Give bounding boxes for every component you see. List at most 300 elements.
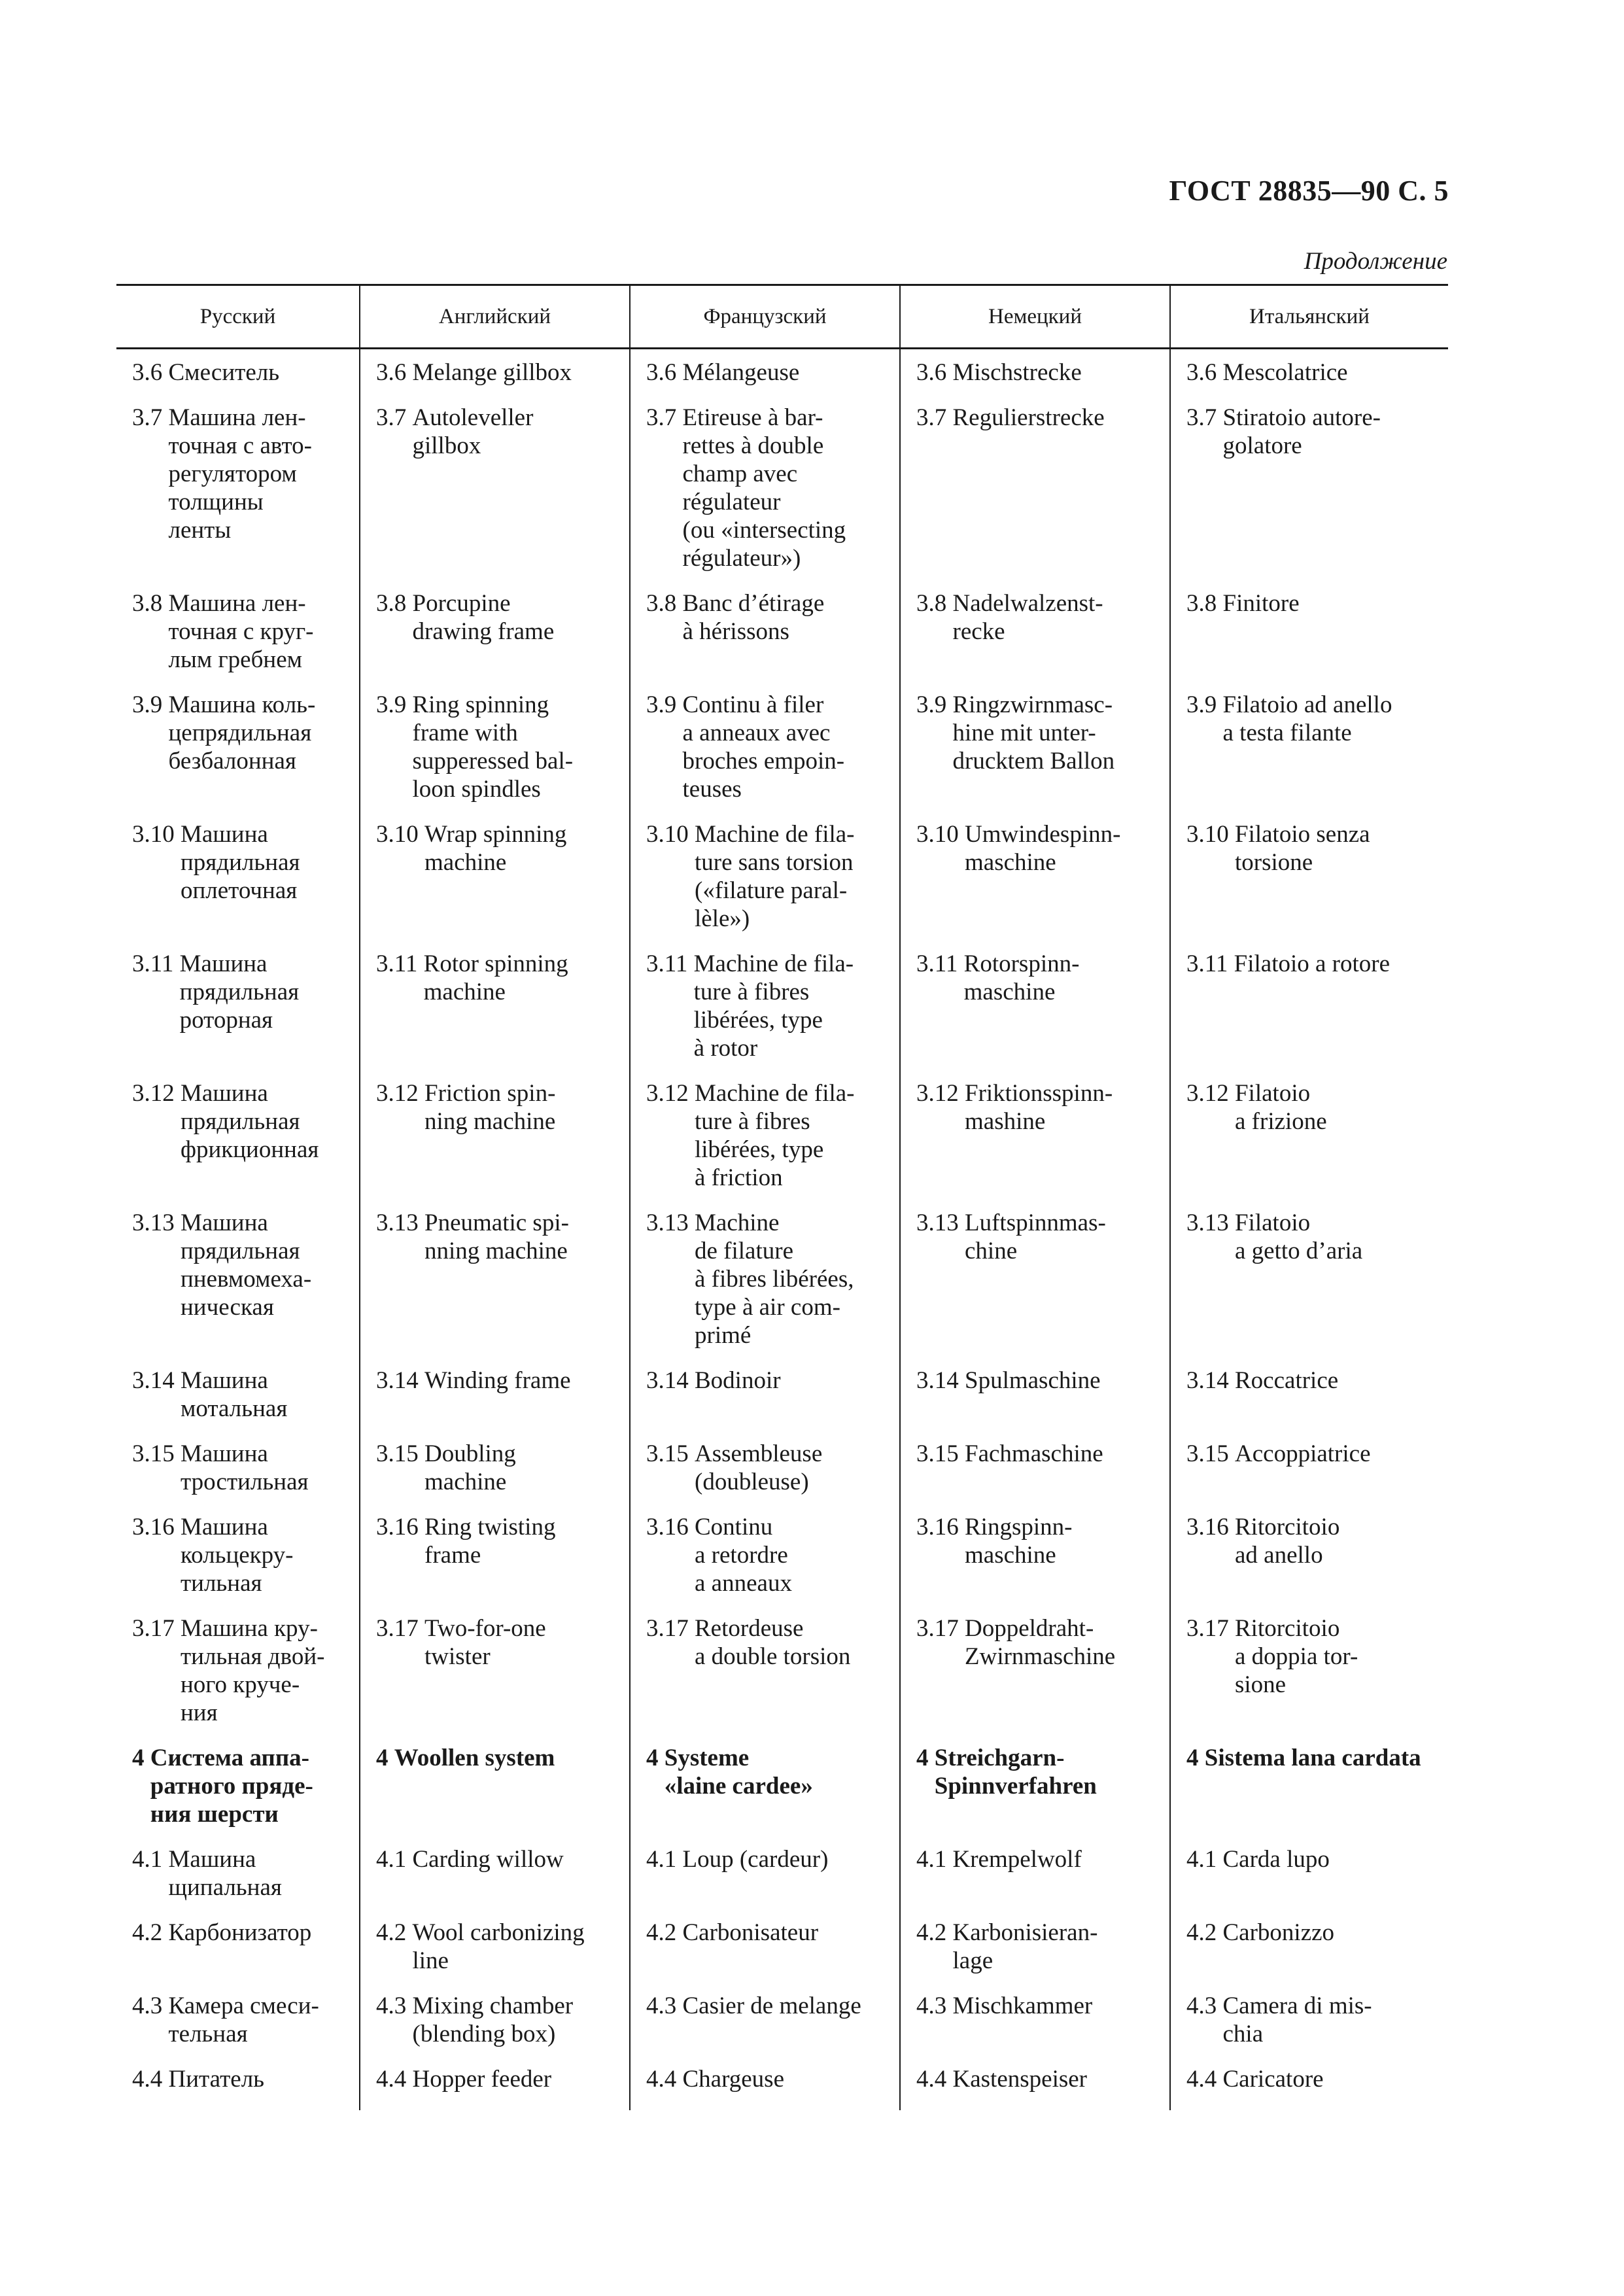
term-line: Ring twisting	[424, 1514, 556, 1540]
term-line: Woollen system	[394, 1745, 555, 1771]
term-text	[181, 1079, 355, 1164]
term-cell-german	[900, 1079, 1170, 1209]
term-line: lèle»)	[695, 905, 750, 932]
term-cell-english	[360, 349, 630, 404]
term-line: («filature paral-	[695, 877, 848, 904]
term-line: hine mit unter-	[952, 720, 1096, 746]
term-line: Machine de fila-	[695, 821, 855, 848]
term-line: ния	[181, 1699, 218, 1726]
term-text	[1234, 950, 1444, 978]
term-number: 4.4	[646, 2066, 677, 2093]
spacer	[946, 1919, 952, 1975]
term-cell-italian	[1170, 349, 1448, 404]
term-cell-russian	[116, 2065, 360, 2110]
table-body	[116, 349, 1448, 2111]
spacer	[175, 1079, 181, 1164]
spacer	[175, 1440, 181, 1496]
term-line: Система аппа-	[150, 1745, 309, 1771]
term-number: 3.17	[916, 1615, 959, 1642]
term-number: 3.16	[916, 1514, 959, 1540]
term-number: 4.1	[916, 1846, 947, 1873]
term-cell-english	[360, 589, 630, 691]
term-cell-german	[900, 349, 1170, 404]
term-cell-french	[630, 404, 900, 589]
spacer	[1229, 1366, 1235, 1395]
term-cell-french	[630, 1614, 900, 1744]
term-text	[1223, 2065, 1445, 2093]
spacer	[659, 1744, 665, 1800]
term-number: 3.12	[132, 1080, 175, 1107]
term-text	[953, 1992, 1166, 2020]
term-number: 4.3	[132, 1992, 163, 2019]
term-line: Filatoio	[1235, 1209, 1311, 1236]
spacer	[162, 691, 168, 775]
spacer	[406, 358, 412, 387]
term-line: Friktionsspinn-	[965, 1080, 1113, 1107]
term-text	[169, 1845, 356, 1902]
term-text	[695, 1079, 895, 1192]
term-line: Camera di mis-	[1222, 1992, 1372, 2019]
term-cell-german	[900, 589, 1170, 691]
term-cell-russian	[116, 1440, 360, 1513]
term-text	[965, 1440, 1166, 1468]
column-header-english: Английский	[360, 285, 630, 349]
spacer	[1199, 1744, 1205, 1772]
table-row	[116, 1614, 1448, 1744]
term-line: ture à fibres	[695, 1108, 810, 1135]
table-row	[116, 1440, 1448, 1513]
term-line: Hopper feeder	[412, 2066, 552, 2093]
spacer	[676, 589, 682, 646]
table-row	[116, 589, 1448, 691]
term-line: Assembleuse	[695, 1440, 823, 1467]
table-row	[116, 2065, 1448, 2110]
term-line: Bodinoir	[695, 1367, 781, 1394]
term-number: 3.7	[132, 404, 163, 431]
term-number: 3.13	[132, 1209, 175, 1236]
term-cell-german	[900, 1919, 1170, 1992]
term-line: роторная	[179, 1007, 273, 1034]
term-cell-german	[900, 1614, 1170, 1744]
term-number: 3.6	[132, 359, 163, 386]
term-text	[394, 1744, 625, 1772]
term-text	[169, 691, 356, 775]
term-text	[683, 1919, 896, 1947]
term-line: лым гребнем	[168, 646, 303, 673]
term-line: chine	[965, 1238, 1018, 1264]
term-line: de filature	[695, 1238, 793, 1264]
term-cell-russian	[116, 1992, 360, 2065]
term-line: a testa filante	[1222, 720, 1352, 746]
table-row	[116, 691, 1448, 820]
term-line: Машина коль-	[168, 691, 316, 718]
term-line: Carbonisateur	[682, 1919, 819, 1946]
term-number: 3.15	[376, 1440, 419, 1467]
term-cell-french	[630, 1079, 900, 1209]
term-line: Filatoio ad anello	[1222, 691, 1392, 718]
term-text	[181, 1209, 355, 1321]
term-cell-french	[630, 1845, 900, 1919]
term-number: 4	[376, 1745, 389, 1771]
term-number: 3.15	[132, 1440, 175, 1467]
term-text	[169, 2065, 356, 2093]
term-text	[1223, 1992, 1445, 2048]
term-line: тильная	[181, 1570, 262, 1597]
term-number: 3.10	[916, 821, 959, 848]
table-row	[116, 1845, 1448, 1919]
term-cell-italian	[1170, 950, 1448, 1079]
term-line: rettes à double	[682, 432, 824, 459]
term-line: фрикционная	[181, 1136, 319, 1163]
spacer	[1229, 1209, 1235, 1265]
term-text	[413, 1919, 626, 1975]
term-number: 4.4	[916, 2066, 947, 2093]
term-text	[683, 691, 896, 803]
term-line: Машина	[181, 1514, 268, 1540]
term-line: a anneaux	[695, 1570, 792, 1597]
term-text	[169, 358, 356, 387]
spacer	[676, 691, 682, 803]
term-number: 3.10	[132, 821, 175, 848]
term-text	[424, 1440, 625, 1496]
term-cell-italian	[1170, 2065, 1448, 2110]
term-number: 3.11	[1186, 950, 1228, 977]
term-cell-german	[900, 1992, 1170, 2065]
spacer	[929, 1744, 935, 1800]
term-cell-italian	[1170, 1513, 1448, 1614]
term-line: прядильная	[179, 979, 300, 1005]
term-cell-italian	[1170, 1744, 1448, 1845]
term-line: sione	[1235, 1671, 1287, 1698]
term-line: Wrap spinning	[424, 821, 567, 848]
term-line: chia	[1222, 2021, 1264, 2047]
spacer	[1217, 1919, 1222, 1947]
spacer	[946, 358, 952, 387]
term-number: 3.9	[132, 691, 163, 718]
spacer	[419, 1513, 424, 1569]
spacer	[946, 2065, 952, 2093]
term-text	[953, 2065, 1166, 2093]
term-number: 4.2	[132, 1919, 163, 1946]
term-line: lage	[952, 1947, 993, 1974]
term-cell-russian	[116, 404, 360, 589]
spacer	[676, 1919, 682, 1947]
term-number: 3.16	[132, 1514, 175, 1540]
spacer	[959, 1440, 965, 1468]
term-line: maschine	[963, 979, 1056, 1005]
spacer	[676, 358, 682, 387]
term-line: Filatoio	[1235, 1080, 1311, 1107]
term-number: 3.12	[376, 1080, 419, 1107]
spacer	[959, 1366, 965, 1395]
term-cell-german	[900, 1209, 1170, 1366]
term-line: (blending box)	[412, 2021, 556, 2047]
spacer	[419, 1209, 424, 1265]
term-text	[1223, 691, 1445, 747]
term-number: 3.17	[646, 1615, 689, 1642]
term-line: Ringspinn-	[965, 1514, 1073, 1540]
term-line: à rotor	[693, 1035, 758, 1062]
term-cell-german	[900, 691, 1170, 820]
term-number: 3.11	[132, 950, 174, 977]
term-text	[1223, 1845, 1445, 1873]
term-cell-english	[360, 1079, 630, 1209]
term-cell-russian	[116, 1614, 360, 1744]
spacer	[676, 1992, 682, 2020]
term-line: frame with	[412, 720, 518, 746]
term-text	[683, 404, 896, 572]
spacer	[959, 1614, 965, 1671]
spacer	[689, 1209, 695, 1349]
spacer	[687, 950, 693, 1062]
term-number: 3.11	[376, 950, 418, 977]
spacer	[417, 950, 423, 1006]
term-line: a double torsion	[695, 1643, 851, 1670]
spacer	[419, 1614, 424, 1671]
term-text	[953, 358, 1166, 387]
term-line: Systeme	[664, 1745, 750, 1771]
term-cell-french	[630, 349, 900, 404]
term-text	[695, 820, 895, 933]
spacer	[689, 1513, 695, 1597]
term-line: Machine de fila-	[695, 1080, 855, 1107]
spacer	[175, 1614, 181, 1727]
term-text	[1235, 1513, 1444, 1569]
spacer	[689, 820, 695, 933]
spacer	[419, 1440, 424, 1496]
term-text	[1235, 1614, 1444, 1699]
spacer	[1217, 1992, 1222, 2048]
term-line: Машина	[179, 950, 268, 977]
term-number: 3.17	[376, 1615, 419, 1642]
term-line: Машина кру-	[181, 1615, 318, 1642]
term-number: 4	[646, 1745, 659, 1771]
spacer	[1217, 358, 1222, 387]
term-cell-russian	[116, 691, 360, 820]
term-number: 3.13	[916, 1209, 959, 1236]
term-cell-italian	[1170, 1992, 1448, 2065]
term-text	[424, 820, 625, 877]
table-row	[116, 820, 1448, 950]
term-line: пневмомеха-	[181, 1266, 312, 1293]
term-text	[413, 2065, 626, 2093]
spacer	[1217, 404, 1222, 460]
term-line: Carding willow	[412, 1846, 564, 1873]
term-number: 4.2	[376, 1919, 407, 1946]
term-line: Ring spinning	[412, 691, 549, 718]
term-text	[181, 1513, 355, 1597]
term-line: щипальная	[168, 1874, 282, 1901]
term-cell-french	[630, 1513, 900, 1614]
term-line: Машина	[181, 1367, 268, 1394]
term-line: Mixing chamber	[412, 1992, 574, 2019]
term-cell-english	[360, 1209, 630, 1366]
term-text	[1235, 1209, 1444, 1265]
term-cell-english	[360, 1513, 630, 1614]
spacer	[946, 691, 952, 775]
term-cell-german	[900, 404, 1170, 589]
spacer	[406, 589, 412, 646]
term-cell-italian	[1170, 1079, 1448, 1209]
column-header-german: Немецкий	[900, 285, 1170, 349]
term-line: primé	[695, 1322, 752, 1349]
term-line: Камера смеси-	[168, 1992, 319, 2019]
term-line: libérées, type	[695, 1136, 824, 1163]
term-text	[1235, 1440, 1444, 1468]
term-line: Машина	[181, 1209, 268, 1236]
column-header-french: Французский	[630, 285, 900, 349]
term-number: 4.4	[132, 2066, 163, 2093]
term-line: безбалонная	[168, 748, 296, 774]
term-text	[424, 1209, 625, 1265]
term-number: 3.14	[1186, 1367, 1229, 1394]
term-cell-german	[900, 1366, 1170, 1440]
table-row	[116, 1209, 1448, 1366]
term-cell-english	[360, 404, 630, 589]
term-line: ture à fibres	[693, 979, 810, 1005]
term-line: Карбонизатор	[168, 1919, 312, 1946]
term-line: Retordeuse	[695, 1615, 804, 1642]
term-line: drawing frame	[412, 618, 555, 645]
spacer	[175, 1513, 181, 1597]
term-line: teuses	[682, 776, 742, 803]
term-line: ратного пряде-	[150, 1773, 313, 1800]
term-text	[413, 1992, 626, 2048]
term-line: Porcupine	[412, 590, 511, 617]
spacer	[959, 1209, 965, 1265]
term-cell-russian	[116, 1919, 360, 1992]
term-text	[965, 1079, 1166, 1136]
term-line: à hérissons	[682, 618, 789, 645]
term-cell-french	[630, 1919, 900, 1992]
term-line: ния шерсти	[150, 1801, 279, 1828]
term-text	[683, 1845, 896, 1873]
term-cell-english	[360, 691, 630, 820]
term-line: Wool carbonizing	[412, 1919, 585, 1946]
spacer	[689, 1079, 695, 1192]
term-cell-italian	[1170, 1845, 1448, 1919]
term-text	[965, 820, 1166, 877]
term-line: Luftspinnmas-	[965, 1209, 1106, 1236]
term-line: Питатель	[168, 2066, 265, 2093]
term-text	[424, 1079, 625, 1136]
term-number: 3.15	[1186, 1440, 1229, 1467]
term-text	[150, 1744, 355, 1828]
term-number: 3.12	[916, 1080, 959, 1107]
term-number: 3.9	[916, 691, 947, 718]
table-row	[116, 1366, 1448, 1440]
term-cell-russian	[116, 1209, 360, 1366]
table-row	[116, 1513, 1448, 1614]
table-row	[116, 1079, 1448, 1209]
term-line: Filatoio a rotore	[1234, 950, 1391, 977]
term-line: twister	[424, 1643, 491, 1670]
term-text	[424, 1366, 625, 1395]
term-cell-french	[630, 950, 900, 1079]
term-line: Filatoio senza	[1235, 821, 1370, 848]
spacer	[1229, 1079, 1235, 1136]
term-number: 4.1	[1186, 1846, 1217, 1873]
term-text	[683, 2065, 896, 2093]
column-header-russian: Русский	[116, 285, 360, 349]
spacer	[689, 1366, 695, 1395]
term-cell-english	[360, 1919, 630, 1992]
term-number: 4	[132, 1745, 145, 1771]
term-number: 4	[1186, 1745, 1199, 1771]
term-cell-italian	[1170, 404, 1448, 589]
term-text	[953, 404, 1166, 432]
term-text	[695, 1513, 895, 1597]
spacer	[162, 1845, 168, 1902]
term-line: Umwindespinn-	[965, 821, 1121, 848]
term-line: Loup (cardeur)	[682, 1846, 829, 1873]
term-line: machine	[424, 849, 507, 876]
term-number: 4.4	[376, 2066, 407, 2093]
term-text	[694, 950, 895, 1062]
term-number: 3.8	[916, 590, 947, 617]
term-number: 3.14	[646, 1367, 689, 1394]
term-text	[181, 1614, 355, 1727]
term-text	[1235, 820, 1444, 877]
term-line: Accoppiatrice	[1235, 1440, 1371, 1467]
term-line: ного круче-	[181, 1671, 300, 1698]
term-number: 4.3	[376, 1992, 407, 2019]
term-text	[424, 950, 625, 1006]
term-text	[953, 1919, 1166, 1975]
table-header-row	[116, 285, 1448, 349]
term-line: machine	[424, 1469, 507, 1495]
term-cell-german	[900, 1744, 1170, 1845]
spacer	[1217, 691, 1222, 747]
term-number: 3.16	[376, 1514, 419, 1540]
term-cell-english	[360, 1992, 630, 2065]
term-line: Chargeuse	[682, 2066, 784, 2093]
term-number: 3.7	[376, 404, 407, 431]
spacer	[959, 1513, 965, 1569]
spacer	[946, 1992, 952, 2020]
term-line: régulateur	[682, 489, 781, 515]
term-line: Doubling	[424, 1440, 516, 1467]
term-line: maschine	[965, 1542, 1056, 1569]
table-row	[116, 349, 1448, 404]
term-number: 3.17	[1186, 1615, 1229, 1642]
spacer	[175, 1209, 181, 1321]
table-row	[116, 1992, 1448, 2065]
term-line: Mischstrecke	[952, 359, 1082, 386]
term-number: 3.16	[1186, 1514, 1229, 1540]
term-cell-russian	[116, 950, 360, 1079]
term-number: 4.1	[646, 1846, 677, 1873]
term-number: 3.17	[132, 1615, 175, 1642]
term-line: Finitore	[1222, 590, 1300, 617]
term-line: Kastenspeiser	[952, 2066, 1087, 2093]
column-header-italian: Итальянский	[1170, 285, 1448, 349]
term-cell-english	[360, 1440, 630, 1513]
term-line: Машина лен-	[168, 590, 306, 617]
term-line: Ritorcitoio	[1235, 1514, 1340, 1540]
spacer	[689, 1440, 695, 1496]
spacer	[1217, 1845, 1222, 1873]
spacer	[959, 820, 965, 877]
term-line: Continu	[695, 1514, 773, 1540]
spacer	[389, 1744, 394, 1772]
term-line: libérées, type	[693, 1007, 823, 1034]
term-text	[413, 691, 626, 803]
spacer	[1217, 589, 1222, 617]
term-number: 3.6	[916, 359, 947, 386]
term-cell-english	[360, 1366, 630, 1440]
term-text	[181, 1366, 355, 1423]
